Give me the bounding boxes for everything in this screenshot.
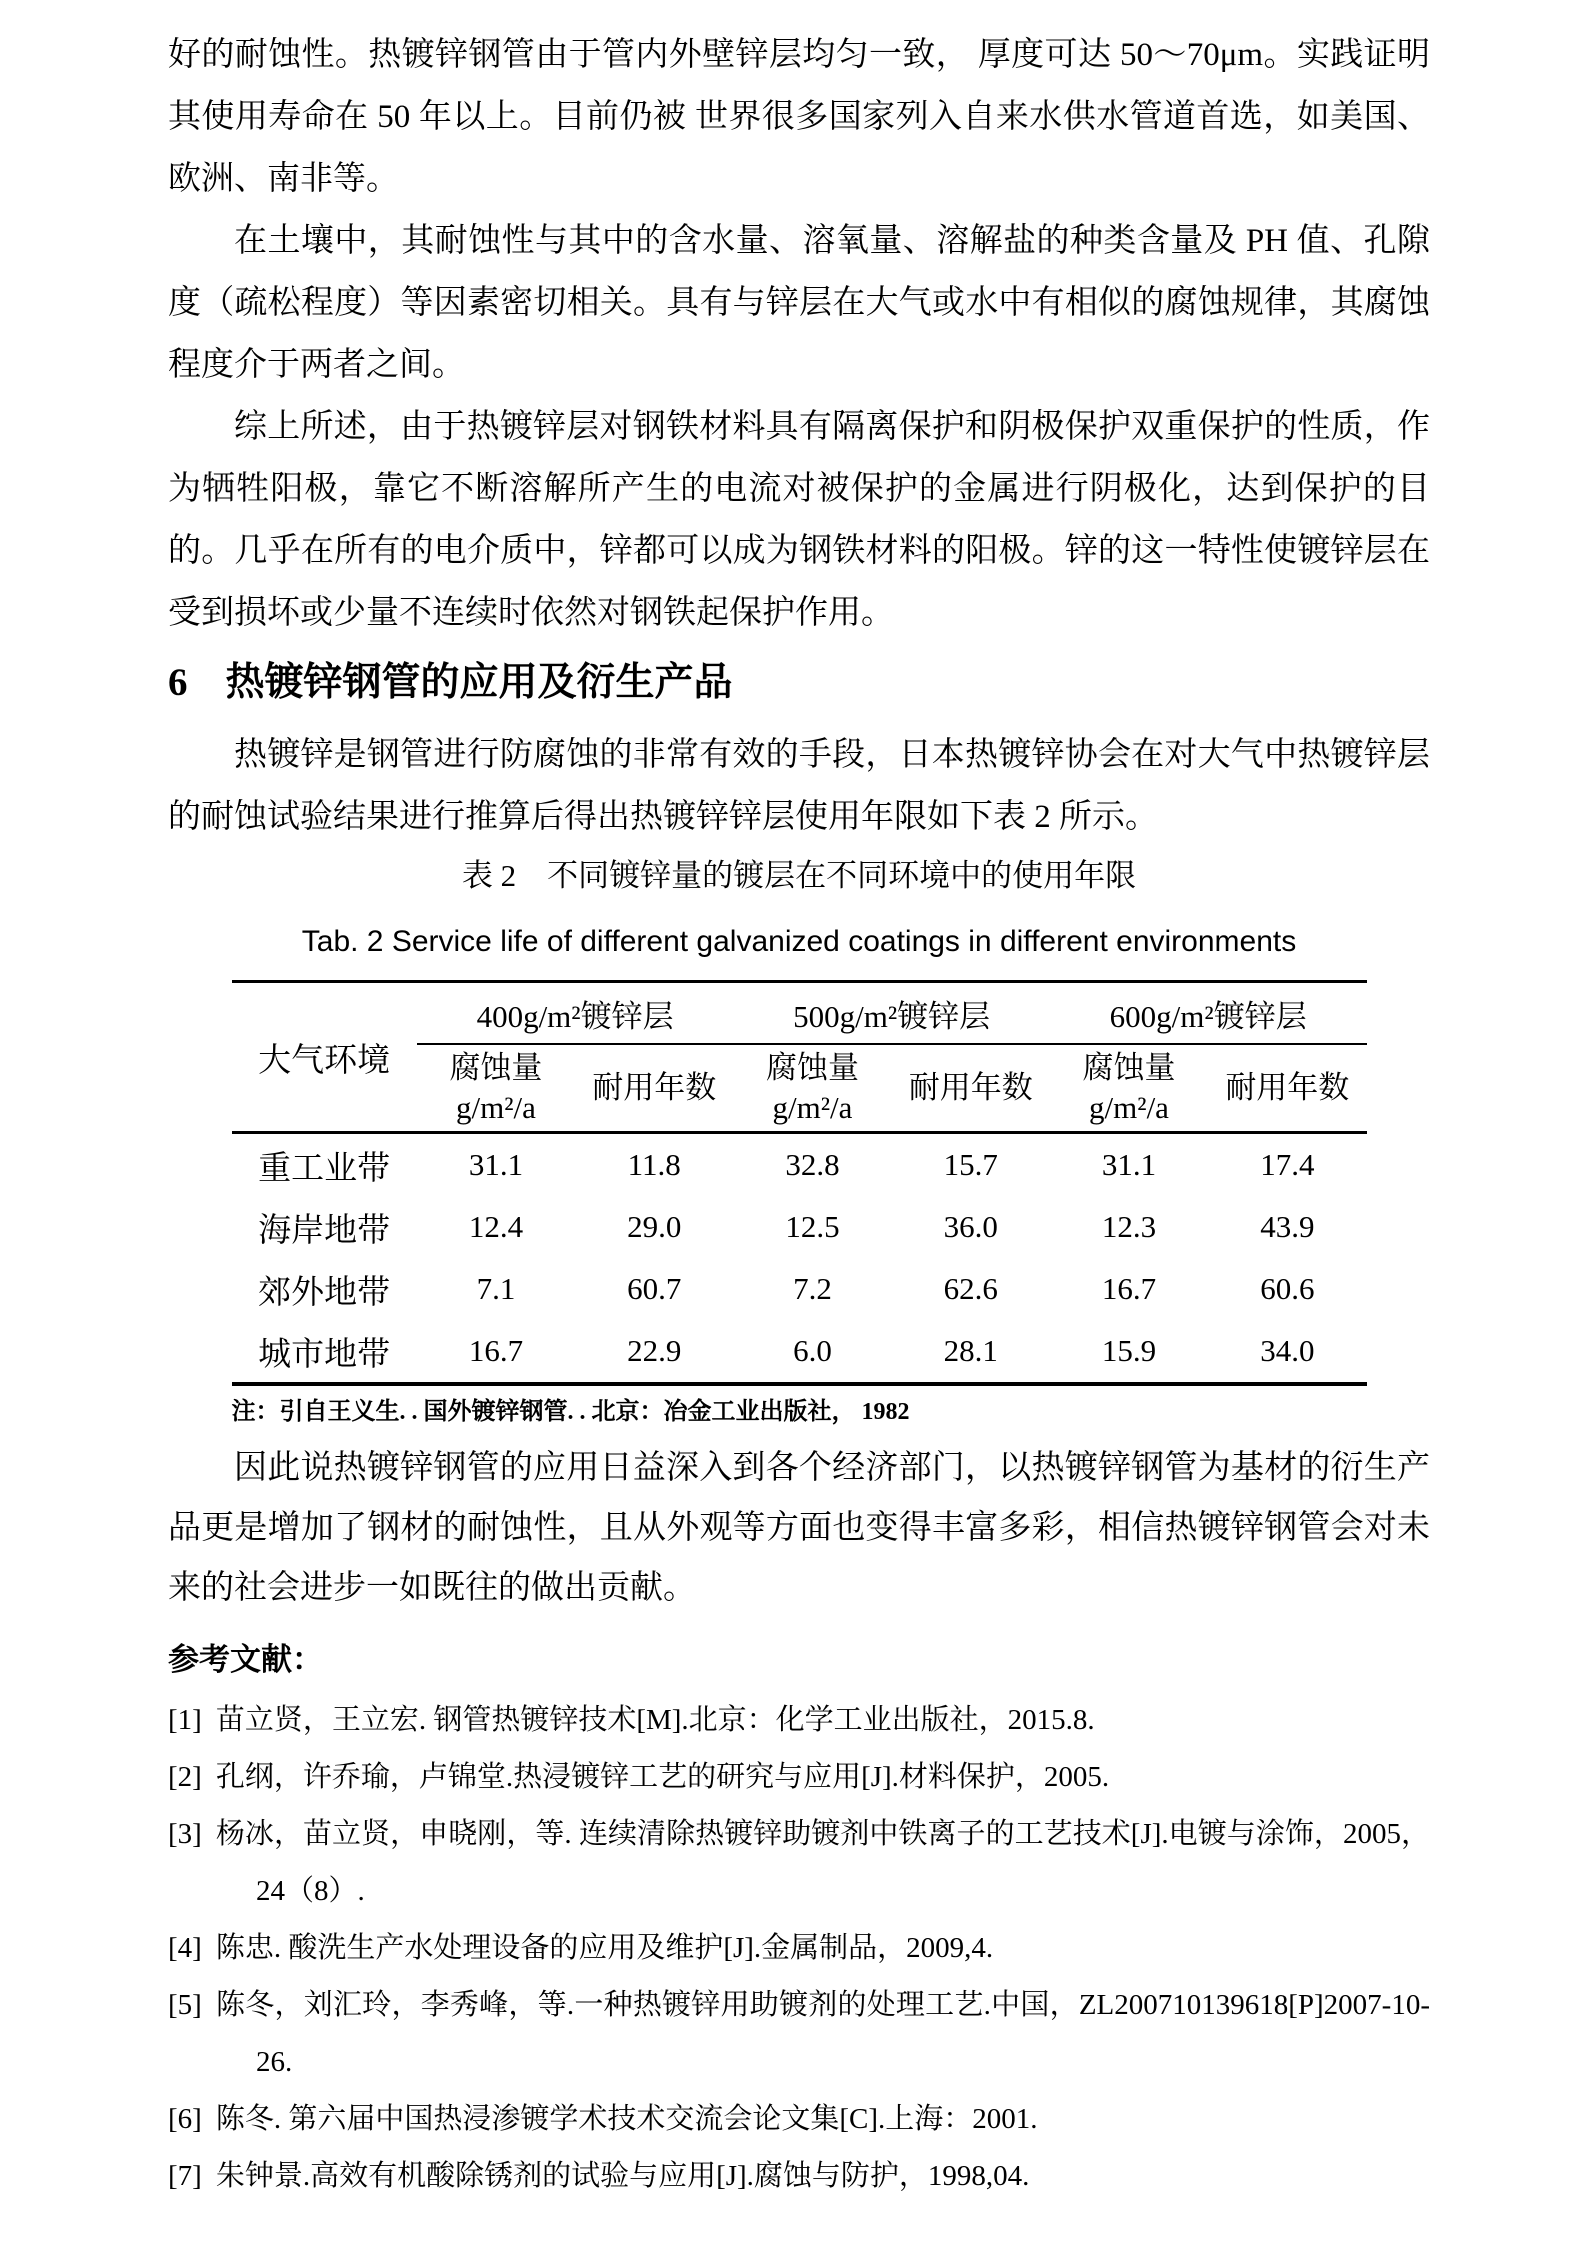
row-env-label: 重工业带 — [258, 1150, 391, 1187]
table-row-urban — [232, 1320, 1367, 1384]
service-life-table — [232, 980, 1367, 1386]
reference-text: 陈冬. 第六届中国热浸渗镀学术技术交流会论文集[C].上海：2001. — [215, 2103, 1038, 2135]
table-note: 注：引自王义生. . 国外镀锌钢管. . 北京：冶金工业出版社， 1982 — [231, 1399, 910, 1425]
col-group-500g: 500g/m²镀锌层 — [733, 982, 1050, 1045]
table-caption-cn: 表 2 不同镀锌量的镀层在不同环境中的使用年限 — [461, 858, 1137, 893]
reference-label: [7] — [168, 2160, 202, 2192]
table-cell: 12.4 — [468, 1209, 524, 1244]
table-cell: 7.1 — [476, 1271, 516, 1306]
reference-text: 孔纲，许乔瑜，卢锦堂.热浸镀锌工艺的研究与应用[J].材料保护，2005. — [215, 1761, 1110, 1793]
reference-label: [6] — [168, 2103, 202, 2135]
table-group-header-row — [232, 982, 1367, 1045]
table-row-coastal — [232, 1196, 1367, 1258]
col-header-durability-400: 耐用年数 — [575, 1044, 733, 1133]
reference-text: 陈冬，刘汇玲，李秀峰，等.一种热镀锌用助镀剂的处理工艺.中国，ZL200710139618[P]2007-10-26. — [215, 1989, 1430, 2078]
table-header — [232, 982, 1367, 1133]
table-cell: 12.5 — [785, 1209, 840, 1244]
table-cell: 15.7 — [943, 1147, 998, 1182]
col-header-environment: 大气环境 — [232, 982, 417, 1133]
row-env-label: 海岸地带 — [258, 1212, 391, 1249]
reference-label: [3] — [168, 1818, 202, 1850]
table-cell: 29.0 — [627, 1209, 682, 1244]
table-cell: 28.1 — [943, 1333, 998, 1368]
reference-text: 朱钟景.高效有机酸除锈剂的试验与应用[J].腐蚀与防护，1998,04. — [215, 2160, 1030, 2192]
col-group-400g: 400g/m²镀锌层 — [417, 982, 734, 1045]
table-cell: 31.1 — [468, 1147, 524, 1182]
table-cell: 16.7 — [1101, 1271, 1157, 1306]
table-row-suburban — [232, 1258, 1367, 1320]
table-cell: 43.9 — [1260, 1209, 1315, 1244]
row-env-label: 郊外地带 — [258, 1274, 391, 1311]
reference-text: 陈忠. 酸洗生产水处理设备的应用及维护[J].金属制品，2009,4. — [215, 1932, 994, 1964]
table-cell: 17.4 — [1260, 1147, 1315, 1182]
table-cell: 60.6 — [1260, 1271, 1315, 1306]
table-cell: 62.6 — [943, 1271, 998, 1306]
col-header-corrosion-600 — [1050, 1044, 1208, 1133]
table-cell: 15.9 — [1101, 1333, 1157, 1368]
reference-item-4 — [168, 1920, 1430, 1977]
table-cell: 16.7 — [468, 1333, 524, 1368]
reference-label: [1] — [168, 1704, 202, 1736]
reference-text: 苗立贤，王立宏. 钢管热镀锌技术[M].北京：化学工业出版社，2015.8. — [215, 1704, 1095, 1736]
reference-label: [5] — [168, 1989, 202, 2021]
corrosion-unit: g/m²/a — [772, 1090, 853, 1125]
section-heading — [168, 650, 1430, 716]
paragraph-section-intro: 热镀锌是钢管进行防腐蚀的非常有效的手段，日本热镀锌协会在对大气中热镀锌层的耐蚀试验结果进行推算后得出热镀锌锌层使用年限如下表 2 所示。 — [168, 737, 1430, 835]
table-body — [232, 1133, 1367, 1385]
paragraph-summary-protection: 综上所述，由于热镀锌层对钢铁材料具有隔离保护和阴极保护双重保护的性质，作为牺牲阳极，靠它不断溶解所产生的电流对被保护的金属进行阴极化，达到保护的目的。几乎在所有的电介质中，锌都可以成为钢铁材料的阳极。锌的这一特性使镀锌层在受到损坏或少量不连续时依然对钢铁起保护作用。 — [168, 409, 1430, 631]
reference-item-1 — [168, 1692, 1430, 1749]
table-cell: 11.8 — [627, 1147, 681, 1182]
reference-item-3 — [168, 1806, 1430, 1920]
table-cell: 22.9 — [627, 1333, 682, 1368]
section-number: 6 — [168, 661, 188, 704]
paragraph-continuation: 好的耐蚀性。热镀锌钢管由于管内外壁锌层均匀一致， 厚度可达 50～70μm。实践证明其使用寿命在 50 年以上。目前仍被 世界很多国家列入自来水供水管道首选，如美国、欧洲、南非等。 — [168, 37, 1430, 197]
col-group-600g: 600g/m²镀锌层 — [1050, 982, 1367, 1045]
reference-label: [2] — [168, 1761, 202, 1793]
reference-item-7 — [168, 2148, 1430, 2205]
table-cell: 34.0 — [1260, 1333, 1315, 1368]
corrosion-label: 腐蚀量 — [1082, 1050, 1176, 1085]
reference-item-6 — [168, 2091, 1430, 2148]
corrosion-label: 腐蚀量 — [765, 1050, 859, 1085]
corrosion-unit: g/m²/a — [1089, 1090, 1169, 1125]
table-cell: 36.0 — [943, 1209, 998, 1244]
table-row-heavy-industry — [232, 1133, 1367, 1197]
table-cell: 6.0 — [793, 1333, 832, 1368]
references-list — [168, 1692, 1430, 2205]
table-cell: 7.2 — [793, 1271, 832, 1306]
col-header-durability-500: 耐用年数 — [892, 1044, 1050, 1133]
section-title: 热镀锌钢管的应用及衍生产品 — [225, 661, 733, 704]
col-header-corrosion-500 — [733, 1044, 891, 1133]
paragraph-soil-corrosion: 在土壤中，其耐蚀性与其中的含水量、溶氧量、溶解盐的种类含量及 PH 值、孔隙度（疏松程度）等因素密切相关。具有与锌层在大气或水中有相似的腐蚀规律，其腐蚀程度介于两者之间。 — [168, 223, 1430, 383]
table-cell: 60.7 — [627, 1271, 682, 1306]
reference-item-2 — [168, 1749, 1430, 1806]
table-caption-en: Tab. 2 Service life of different galvanized coatings in different environments — [301, 925, 1297, 958]
table-cell: 31.1 — [1101, 1147, 1157, 1182]
references-heading: 参考文献： — [168, 1642, 323, 1677]
row-env-label: 城市地带 — [258, 1336, 391, 1373]
table-cell: 12.3 — [1101, 1209, 1157, 1244]
reference-label: [4] — [168, 1932, 202, 1964]
reference-item-5 — [168, 1977, 1430, 2091]
corrosion-label: 腐蚀量 — [449, 1050, 543, 1085]
reference-text: 杨冰，苗立贤，申晓刚，等. 连续清除热镀锌助镀剂中铁离子的工艺技术[J].电镀与涂饰，2005，24（8）. — [215, 1818, 1430, 1907]
col-header-durability-600: 耐用年数 — [1208, 1044, 1366, 1133]
corrosion-unit: g/m²/a — [455, 1090, 536, 1125]
col-header-corrosion-400 — [417, 1044, 575, 1133]
table-cell: 32.8 — [785, 1147, 840, 1182]
paragraph-closing: 因此说热镀锌钢管的应用日益深入到各个经济部门，以热镀锌钢管为基材的衍生产品更是增加了钢材的耐蚀性，且从外观等方面也变得丰富多彩，相信热镀锌钢管会对未来的社会进步一如既往的做出贡献。 — [168, 1450, 1430, 1606]
